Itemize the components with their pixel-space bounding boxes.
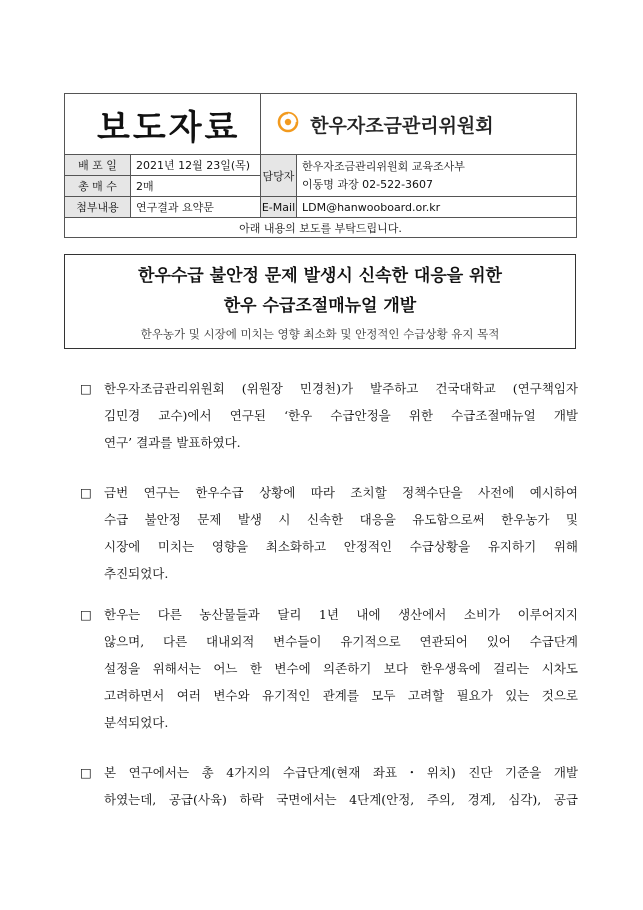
paragraph-line: 설정을 위해서는 어느 한 변수에 의존하기 보다 한우생육에 걸리는 시차도	[104, 661, 578, 676]
paragraph-line: 고려하면서 여러 변수와 유기적인 관계를 모두 고려할 필요가 있는 것으로	[104, 688, 578, 703]
paragraph-line: 분석되었다.	[104, 715, 169, 730]
checkbox-bullet-icon: □	[80, 765, 92, 780]
paragraph-line: 추진되었다.	[104, 566, 169, 581]
contact-organization: 한우자조금관리위원회 교육조사부	[302, 159, 465, 173]
headline-line-1: 한우수급 불안정 문제 발생시 신속한 대응을 위한	[138, 266, 502, 286]
email-value: LDM@hanwooboard.or.kr	[297, 197, 577, 218]
paragraph-line: 않으며, 다른 대내외적 변수들이 유기적으로 연관되어 있어 수급단계	[104, 634, 578, 649]
contact-label: 담당자	[261, 155, 297, 197]
paragraph-4	[80, 759, 578, 813]
press-release-header-table	[64, 93, 577, 238]
document-title: 보도자료	[97, 107, 241, 148]
paragraph-line: □ 본 연구에서는 총 4가지의 수급단계(현재 좌표・위치) 진단 기준을 개발	[80, 759, 578, 786]
page-count-label: 총 매 수	[65, 176, 131, 197]
logo-cell	[261, 94, 577, 155]
distribution-date-value: 2021년 12월 23일(목)	[131, 155, 261, 176]
headline-line-2: 한우 수급조절매뉴얼 개발	[223, 296, 417, 316]
paragraph-line: 하였는데, 공급(사육) 하락 국면에서는 4단계(안정, 주의, 경계, 심각), 공급	[104, 792, 578, 807]
page-count-value: 2매	[131, 176, 261, 197]
paragraph-3	[80, 601, 578, 736]
checkbox-bullet-icon: □	[80, 607, 92, 622]
paragraph-line: 연구’ 결과를 발표하였다.	[104, 435, 241, 450]
organization-logo-text: 한우자조금관리위원회	[310, 114, 494, 137]
checkbox-bullet-icon: □	[80, 485, 92, 500]
paragraph-line: □ 금번 연구는 한우수급 상황에 따라 조치할 정책수단을 사전에 예시하여	[80, 479, 578, 506]
checkbox-bullet-icon: □	[80, 381, 92, 396]
paragraph-line: □ 한우자조금관리위원회 (위원장 민경천)가 발주하고 건국대학교 (연구책임자	[80, 375, 578, 402]
paragraph-2	[80, 479, 578, 587]
contact-person: 이동명 과장 02-522-3607	[302, 177, 434, 191]
paragraph-line: 시장에 미치는 영향을 최소화하고 안정적인 수급상황을 유지하기 위해	[104, 539, 578, 554]
paragraph-line: □ 한우는 다른 농산물들과 달리 1년 내에 생산에서 소비가 이루어지지	[80, 601, 578, 628]
contact-info	[297, 155, 577, 197]
paragraph-line: 김민경 교수)에서 연구된 ‘한우 수급안정을 위한 수급조절매뉴얼 개발	[104, 408, 578, 423]
notice-text: 아래 내용의 보도를 부탁드립니다.	[65, 218, 577, 238]
email-label: E-Mail	[261, 197, 297, 218]
title-cell	[65, 94, 261, 155]
attachment-label: 첨부내용	[65, 197, 131, 218]
paragraph-1	[80, 375, 578, 456]
headline-subtitle: 한우농가 및 시장에 미치는 영향 최소화 및 안정적인 수급상황 유지 목적	[140, 327, 500, 341]
swirl-logo-icon	[277, 111, 299, 137]
attachment-value: 연구결과 요약문	[131, 197, 261, 218]
paragraph-line: 수급 불안정 문제 발생 시 신속한 대응을 유도함으로써 한우농가 및	[104, 512, 578, 527]
headline-box	[64, 254, 576, 349]
distribution-date-label: 배 포 일	[65, 155, 131, 176]
